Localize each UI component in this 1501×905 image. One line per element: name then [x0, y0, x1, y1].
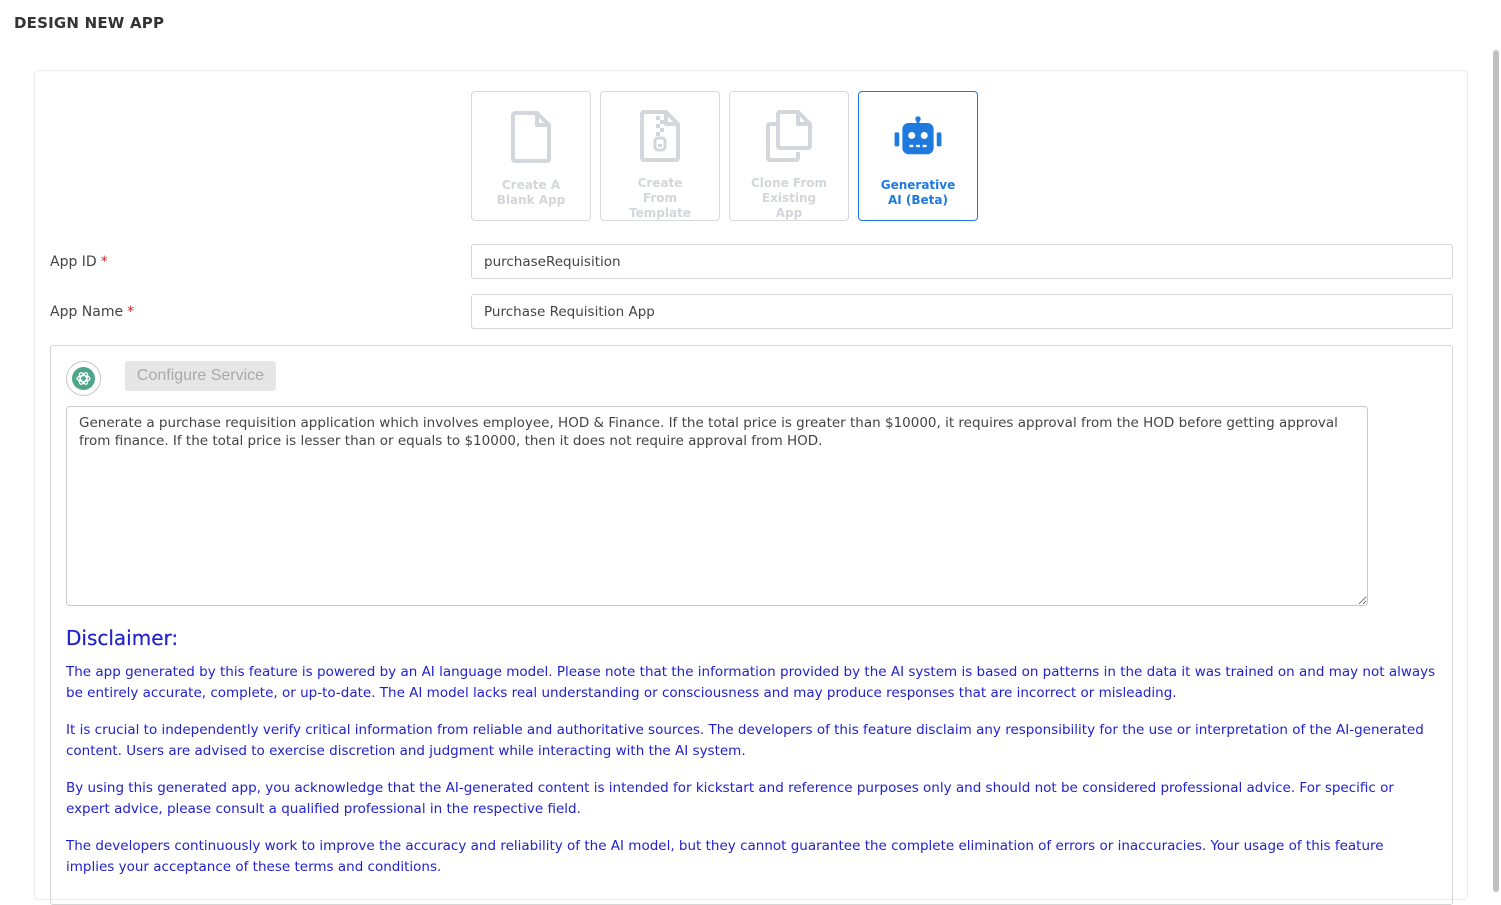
app-id-row	[50, 244, 1453, 280]
zip-file-icon	[635, 110, 685, 162]
disclaimer-paragraph: The developers continuously work to improve the accuracy and reliability of the AI model, but they cannot guarantee the complete elimination of errors or inaccuracies. Your usage of this feature implies your acceptance of these terms and conditions.	[66, 838, 1384, 875]
scrollbar[interactable]	[1491, 50, 1499, 892]
option-label: Create From Template	[629, 176, 691, 220]
disclaimer-paragraph: It is crucial to independently verify critical information from reliable and authoritative sources. The developers of this feature disclaim any responsibility for the use or interpretation of the AI-generated content. Users are advised to exercise discretion and judgment while interacting with the AI system.	[66, 722, 1424, 759]
creation-options	[471, 91, 978, 221]
page-title: DESIGN NEW APP	[14, 14, 165, 32]
option-clone-existing-app[interactable]	[729, 91, 849, 221]
robot-icon	[893, 110, 943, 164]
scrollbar-thumb[interactable]	[1493, 50, 1499, 892]
option-generative-ai[interactable]	[858, 91, 978, 221]
disclaimer-title: Disclaimer:	[66, 626, 179, 650]
disclaimer-paragraph: The app generated by this feature is powered by an AI language model. Please note that the information provided by the AI system is based on patterns in the data it was trained on and may not always be entirely accurate, complete, or up-to-date. The AI model lacks real understanding or consciousness and may produce responses that are incorrect or misleading.	[66, 664, 1436, 701]
option-label: Clone From Existing App	[750, 176, 828, 220]
option-create-blank-app[interactable]	[471, 91, 591, 221]
option-create-from-template[interactable]	[600, 91, 720, 221]
configure-service-button[interactable]: Configure Service	[125, 361, 276, 391]
disclaimer	[66, 626, 1436, 894]
disclaimer-paragraph: By using this generated app, you acknowledge that the AI-generated content is intended for kickstart and reference purposes only and should not be considered professional advice. For specific or expert advice, please consult a qualified professional in the respective field.	[66, 780, 1394, 817]
option-label: Create A Blank App	[496, 178, 566, 207]
app-id-label: App ID *	[50, 254, 108, 270]
blank-file-icon	[506, 110, 556, 164]
app-id-input[interactable]	[471, 244, 1453, 279]
generative-ai-box	[50, 345, 1453, 905]
openai-icon	[66, 361, 101, 396]
copy-files-icon	[764, 110, 814, 162]
app-name-label: App Name *	[50, 304, 135, 320]
design-app-panel	[34, 70, 1468, 900]
app-name-input[interactable]	[471, 294, 1453, 329]
required-mark: *	[127, 304, 135, 320]
app-name-row	[50, 294, 1453, 330]
required-mark: *	[100, 254, 108, 270]
option-label: Generative AI (Beta)	[880, 178, 956, 207]
prompt-textarea[interactable]	[66, 406, 1368, 606]
